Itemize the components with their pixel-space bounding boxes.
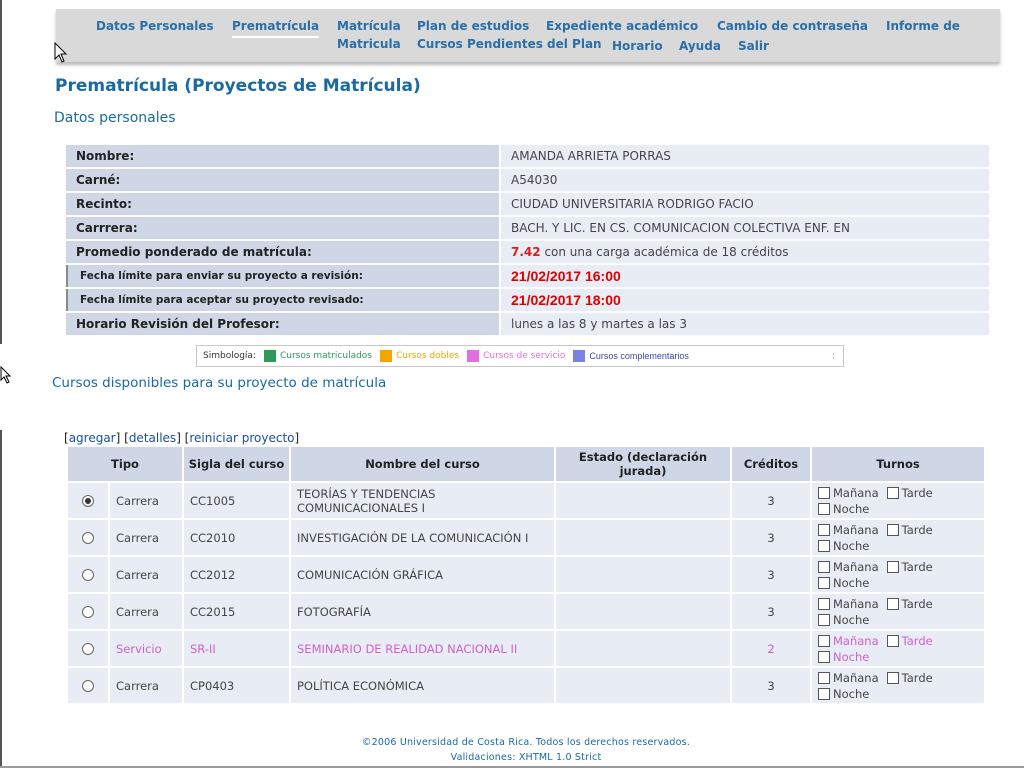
table-header-row — [68, 447, 984, 481]
course-tipo: Carrera — [110, 668, 182, 703]
nav-expediente-academico[interactable]: Expediente académico — [546, 19, 699, 33]
col-header-tipo: Tipo — [68, 447, 182, 481]
course-nombre: TEORÍAS Y TENDENCIAS COMUNICACIONALES I — [291, 483, 554, 518]
course-sigla: CC2012 — [184, 557, 289, 592]
course-sigla: CC1005 — [184, 483, 289, 518]
course-turnos — [812, 483, 984, 518]
mouse-cursor-icon — [0, 366, 12, 384]
mouse-cursor-icon — [54, 42, 68, 64]
turno-label: Tarde — [901, 559, 933, 574]
course-row — [68, 631, 984, 666]
turno-noche-checkbox[interactable] — [818, 688, 830, 700]
info-value-nombre: AMANDA ARRIETA PORRAS — [499, 145, 989, 167]
nav-horario[interactable]: Horario — [612, 39, 663, 53]
course-radio-cell — [68, 557, 108, 592]
nav-cambio-contrasena[interactable]: Cambio de contraseña — [717, 19, 869, 33]
turno-tarde-checkbox[interactable] — [887, 672, 899, 684]
course-turnos — [812, 557, 984, 592]
course-creditos: 3 — [732, 520, 810, 555]
window-left-edge — [0, 430, 2, 768]
course-sigla: CC2015 — [184, 594, 289, 629]
course-row — [68, 557, 984, 592]
course-radio-cell — [68, 631, 108, 666]
promedio-detail: con una carga académica de 18 créditos — [544, 245, 789, 259]
course-row — [68, 483, 984, 518]
turno-manana-checkbox[interactable] — [818, 672, 830, 684]
turno-manana-checkbox[interactable] — [818, 487, 830, 499]
nav-informe-matricula-cont[interactable]: Matricula — [337, 37, 401, 51]
courses-table — [66, 445, 986, 705]
course-estado — [556, 668, 730, 703]
course-estado — [556, 520, 730, 555]
course-row — [68, 668, 984, 703]
turno-label: Tarde — [901, 522, 933, 537]
info-row — [66, 193, 989, 215]
turno-label: Noche — [833, 575, 870, 590]
legend-label: Cursos complementarios — [589, 351, 689, 361]
symbology-legend — [196, 345, 844, 367]
info-label: Nombre: — [66, 145, 499, 167]
info-value-limite-acepta — [499, 289, 989, 311]
turno-tarde-checkbox[interactable] — [887, 635, 899, 647]
course-creditos: 3 — [732, 668, 810, 703]
course-nombre: INVESTIGACIÓN DE LA COMUNICACIÓN I — [291, 520, 554, 555]
info-value-limite-envio — [499, 265, 989, 287]
course-radio-cell — [68, 594, 108, 629]
turno-label: Mañana — [833, 670, 879, 685]
course-actions: [agregar] [detalles] [reiniciar proyecto] — [64, 431, 300, 445]
turno-manana-checkbox[interactable] — [818, 524, 830, 536]
course-radio-cell — [68, 483, 108, 518]
course-estado — [556, 594, 730, 629]
course-nombre: POLÍTICA ECONÓMICA — [291, 668, 554, 703]
page-title: Prematrícula (Proyectos de Matrícula) — [55, 76, 421, 96]
course-estado — [556, 483, 730, 518]
nav-prematricula[interactable]: Prematrícula — [232, 19, 319, 38]
turno-noche-checkbox[interactable] — [818, 503, 830, 515]
legend-swatch-complementarios — [573, 350, 585, 362]
reset-project-link[interactable]: reiniciar proyecto — [189, 431, 295, 445]
course-radio-cell — [68, 668, 108, 703]
legend-swatch-servicio — [467, 350, 479, 362]
col-header-creditos: Créditos — [732, 447, 810, 481]
turno-label: Tarde — [901, 485, 933, 500]
turno-label: Noche — [833, 538, 870, 553]
course-creditos: 3 — [732, 483, 810, 518]
course-turnos — [812, 668, 984, 703]
course-nombre: SEMINARIO DE REALIDAD NACIONAL II — [291, 631, 554, 666]
nav-plan-estudios[interactable]: Plan de estudios — [417, 19, 530, 33]
turno-label: Mañana — [833, 522, 879, 537]
legend-label: Cursos matriculados — [279, 351, 372, 361]
course-creditos: 3 — [732, 594, 810, 629]
footer-validation: Validaciones: XHTML 1.0 Strict — [450, 752, 602, 763]
info-value-recinto: CIUDAD UNIVERSITARIA RODRIGO FACIO — [499, 193, 989, 215]
turno-manana-checkbox[interactable] — [818, 598, 830, 610]
turno-label: Noche — [833, 501, 870, 516]
info-label: Horario Revisión del Profesor: — [66, 313, 499, 335]
course-select-radio[interactable] — [82, 643, 94, 655]
add-link[interactable]: agregar — [68, 431, 116, 445]
info-row — [66, 289, 989, 311]
course-tipo: Carrera — [110, 483, 182, 518]
course-estado — [556, 631, 730, 666]
course-tipo: Carrera — [110, 520, 182, 555]
turno-manana-checkbox[interactable] — [818, 635, 830, 647]
turno-tarde-checkbox[interactable] — [887, 487, 899, 499]
col-header-nombre: Nombre del curso — [291, 447, 554, 481]
course-turnos — [812, 631, 984, 666]
nav-datos-personales[interactable]: Datos Personales — [96, 19, 214, 33]
course-sigla: SR-II — [184, 631, 289, 666]
course-row — [68, 594, 984, 629]
legend-swatch-matriculados — [264, 350, 276, 362]
deadline-date: 21/02/2017 16:00 — [511, 268, 621, 284]
section-title-datos-personales: Datos personales — [54, 110, 176, 126]
turno-label: Mañana — [833, 633, 879, 648]
nav-salir[interactable]: Salir — [738, 39, 769, 53]
info-row — [66, 217, 989, 239]
turno-noche-checkbox[interactable] — [818, 614, 830, 626]
course-nombre: FOTOGRAFÍA — [291, 594, 554, 629]
turno-label: Mañana — [833, 559, 879, 574]
legend-label: Cursos de servicio — [483, 351, 566, 361]
course-turnos — [812, 520, 984, 555]
course-select-radio[interactable] — [82, 606, 94, 618]
turno-manana-checkbox[interactable] — [818, 561, 830, 573]
course-select-radio[interactable] — [82, 680, 94, 692]
nav-cursos-pendientes[interactable]: Cursos Pendientes del Plan — [417, 37, 602, 51]
course-sigla: CP0403 — [184, 668, 289, 703]
info-row — [66, 145, 989, 167]
info-value-promedio — [499, 241, 989, 263]
details-link[interactable]: detalles — [128, 431, 177, 445]
promedio-number: 7.42 — [511, 245, 541, 259]
info-value-horario: lunes a las 8 y martes a las 3 — [499, 313, 989, 335]
course-select-radio[interactable] — [82, 569, 94, 581]
turno-noche-checkbox[interactable] — [818, 651, 830, 663]
legend-more: : — [831, 351, 835, 361]
turno-label: Tarde — [901, 670, 933, 685]
section-title-cursos-disponibles: Cursos disponibles para su proyecto de matrícula — [52, 375, 387, 391]
info-row — [66, 241, 989, 263]
turno-label: Tarde — [901, 633, 933, 648]
info-label: Fecha límite para enviar su proyecto a revisión: — [66, 265, 499, 287]
info-row — [66, 265, 989, 287]
col-header-turnos: Turnos — [812, 447, 984, 481]
course-select-radio[interactable] — [82, 532, 94, 544]
course-tipo: Carrera — [110, 594, 182, 629]
turno-tarde-checkbox[interactable] — [887, 598, 899, 610]
turno-label: Tarde — [901, 596, 933, 611]
course-radio-cell — [68, 520, 108, 555]
turno-tarde-checkbox[interactable] — [887, 561, 899, 573]
course-creditos: 3 — [732, 557, 810, 592]
course-estado — [556, 557, 730, 592]
nav-ayuda[interactable]: Ayuda — [679, 39, 721, 53]
turno-label: Noche — [833, 649, 870, 664]
main-navbar — [56, 9, 1000, 62]
course-nombre: COMUNICACIÓN GRÁFICA — [291, 557, 554, 592]
turno-noche-checkbox[interactable] — [818, 577, 830, 589]
info-label: Fecha límite para aceptar su proyecto revisado: — [66, 289, 499, 311]
info-label: Promedio ponderado de matrícula: — [66, 241, 499, 263]
course-row — [68, 520, 984, 555]
info-value-carrera: BACH. Y LIC. EN CS. COMUNICACION COLECTIVA ENF. EN — [499, 217, 989, 239]
course-tipo: Servicio — [110, 631, 182, 666]
deadline-date: 21/02/2017 18:00 — [511, 292, 621, 308]
window-left-edge — [0, 0, 2, 344]
legend-label: Cursos dobles — [396, 351, 460, 361]
turno-noche-checkbox[interactable] — [818, 540, 830, 552]
nav-matricula[interactable]: Matrícula — [337, 19, 401, 33]
turno-tarde-checkbox[interactable] — [887, 524, 899, 536]
info-label: Recinto: — [66, 193, 499, 215]
nav-informe-matricula[interactable]: Informe de — [886, 19, 960, 33]
info-row — [66, 169, 989, 191]
info-row — [66, 313, 989, 335]
legend-title: Simbología: — [203, 351, 256, 361]
course-creditos: 2 — [732, 631, 810, 666]
course-sigla: CC2010 — [184, 520, 289, 555]
info-label: Carné: — [66, 169, 499, 191]
course-turnos — [812, 594, 984, 629]
info-label: Carrrera: — [66, 217, 499, 239]
course-select-radio[interactable] — [82, 495, 94, 507]
col-header-estado: Estado (declaración jurada) — [556, 447, 730, 481]
footer-copyright: ©2006 Universidad de Costa Rica. Todos los derechos reservados. — [361, 737, 691, 748]
legend-swatch-dobles — [380, 350, 392, 362]
turno-label: Noche — [833, 612, 870, 627]
course-tipo: Carrera — [110, 557, 182, 592]
turno-label: Mañana — [833, 485, 879, 500]
personal-info-table — [66, 143, 989, 337]
info-value-carne: A54030 — [499, 169, 989, 191]
col-header-sigla: Sigla del curso — [184, 447, 289, 481]
turno-label: Mañana — [833, 596, 879, 611]
turno-label: Noche — [833, 686, 870, 701]
